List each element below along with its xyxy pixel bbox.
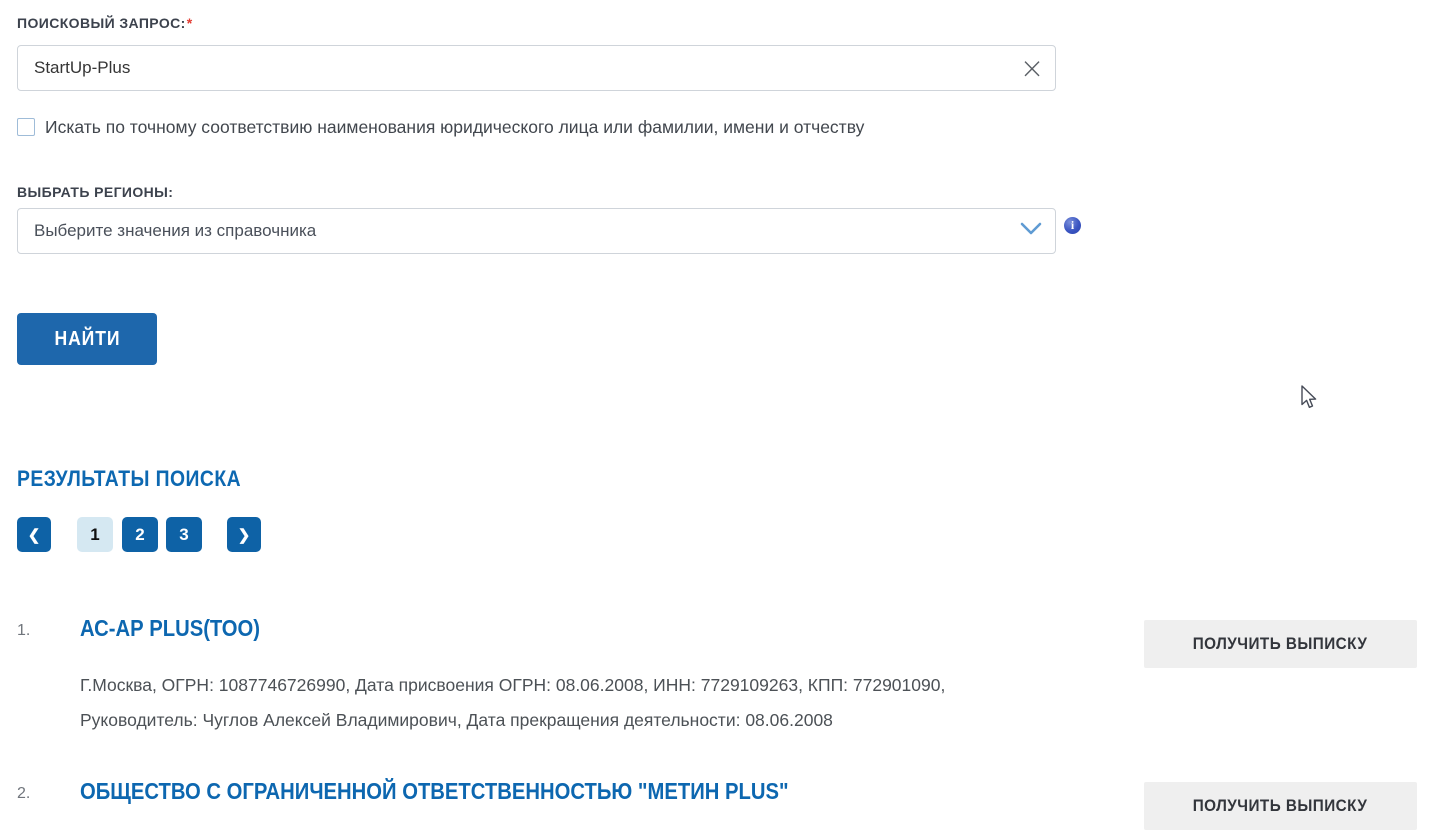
close-icon: × (1019, 50, 1045, 85)
result-1-index: 1. (17, 622, 31, 639)
result-1-details (80, 668, 1095, 738)
result-1-get-extract-button[interactable] (1144, 620, 1417, 668)
info-icon-glyph: i (1070, 218, 1075, 232)
pagination-page-1-label: 1 (90, 524, 100, 544)
result-1-title-link[interactable] (80, 615, 285, 642)
regions-select[interactable] (17, 208, 1056, 254)
results-heading (17, 466, 272, 492)
pagination-page-2-label: 2 (135, 524, 145, 544)
regions-dropdown-toggle[interactable] (1007, 209, 1055, 253)
search-query-input[interactable] (18, 47, 1009, 89)
regions-placeholder: Выберите значения из справочника (34, 221, 317, 240)
regions-label (17, 184, 173, 200)
mouse-cursor-icon (1300, 385, 1318, 416)
search-query-label (17, 15, 193, 31)
chevron-down-icon (1020, 222, 1042, 241)
pagination-page-1[interactable] (77, 517, 113, 552)
pagination-page-3-label: 3 (179, 524, 189, 544)
pagination-page-2[interactable] (122, 517, 158, 552)
pagination-prev-button[interactable] (17, 517, 51, 552)
results-heading-text: РЕЗУЛЬТАТЫ ПОИСКА (17, 466, 242, 491)
search-query-box (17, 45, 1056, 91)
exact-match-label: Искать по точному соответствию наименования юридического лица или фамилии, имени и отчеству (45, 117, 865, 137)
required-asterisk: * (186, 15, 193, 31)
result-2-index: 2. (17, 785, 31, 802)
result-2-title-link[interactable] (80, 778, 885, 805)
result-1-details-line-1: Г.Москва, ОГРН: 1087746726990, Дата присвоения ОГРН: 08.06.2008, ИНН: 7729109263, КПП: 772901090, (80, 675, 946, 695)
pagination-page-3[interactable] (166, 517, 202, 552)
info-icon[interactable] (1064, 217, 1081, 234)
chevron-right-icon: ❯ (237, 526, 251, 544)
result-1-title-text: АС-АР PLUS(ТОО) (80, 615, 261, 641)
pagination-next-button[interactable] (227, 517, 261, 552)
exact-match-checkbox[interactable] (17, 118, 35, 136)
regions-label-text: ВЫБРАТЬ РЕГИОНЫ: (17, 184, 174, 200)
chevron-left-icon: ❮ (27, 526, 41, 544)
result-1-details-line-2: Руководитель: Чуглов Алексей Владимирович, Дата прекращения деятельности: 08.06.2008 (80, 710, 833, 730)
find-button[interactable] (17, 313, 157, 365)
result-1-get-extract-label: ПОЛУЧИТЬ ВЫПИСКУ (1193, 634, 1368, 653)
find-button-label: НАЙТИ (54, 327, 120, 350)
result-2-get-extract-button[interactable] (1144, 782, 1417, 830)
clear-input-button[interactable] (1009, 46, 1055, 90)
exact-match-row (17, 117, 864, 138)
search-query-label-text: ПОИСКОВЫЙ ЗАПРОС: (17, 15, 186, 31)
result-2-title-text: ОБЩЕСТВО С ОГРАНИЧЕННОЙ ОТВЕТСТВЕННОСТЬЮ "МЕТИН PLUS" (80, 778, 789, 804)
result-2-get-extract-label: ПОЛУЧИТЬ ВЫПИСКУ (1193, 796, 1368, 815)
